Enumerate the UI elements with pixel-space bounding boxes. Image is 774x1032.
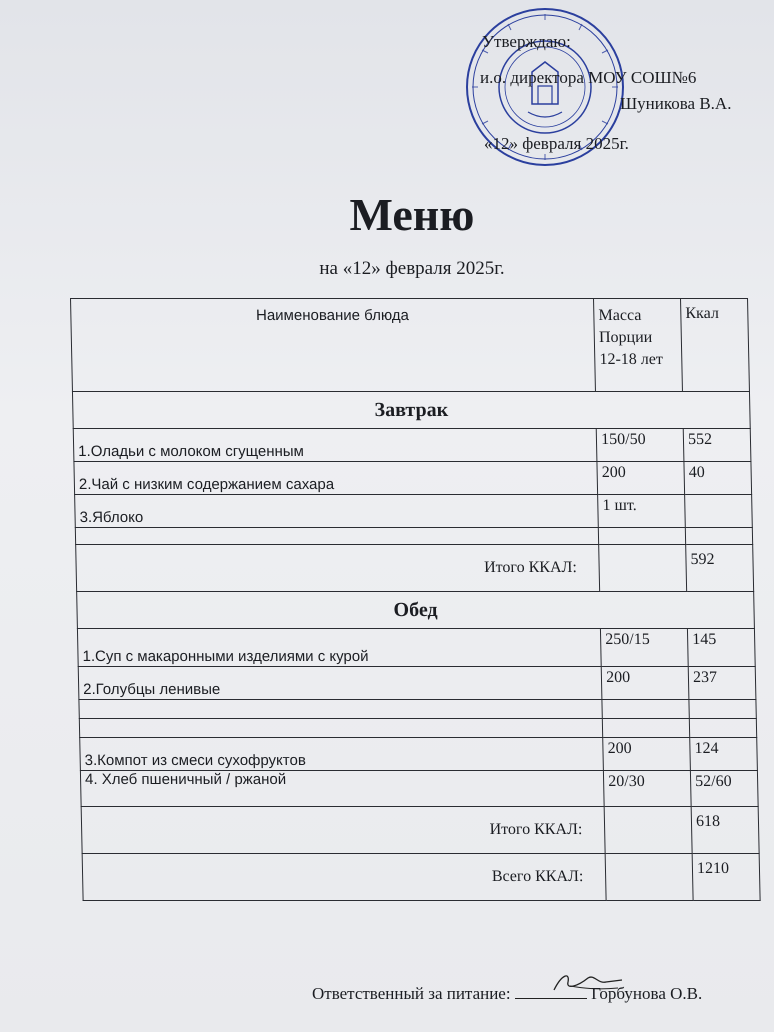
dish-name: 3.Яблоко [75,495,599,528]
table-header-row [71,299,750,392]
column-header-kcal: Ккал [681,299,750,392]
dish-mass: 1 шт. [598,495,686,528]
blank-row [79,700,756,719]
table-row [80,771,758,807]
approval-date: «12» февраля 2025г. [484,134,629,153]
dish-name: 2.Голубцы ленивые [78,667,602,700]
dish-name: 1.Суп с макаронными изделиями с курой [77,629,601,667]
menu-table [70,298,761,901]
dish-kcal [685,495,753,528]
dish-name: 4. Хлеб пшеничный / ржаной [80,771,604,807]
approval-signatory: Шуникова В.А. [620,94,732,113]
section-title-breakfast: Завтрак [72,392,750,429]
dish-mass: 200 [601,667,689,700]
total-kcal: 618 [691,807,759,854]
grand-total-mass-empty [605,854,693,901]
grand-total-kcal: 1210 [692,854,760,901]
approval-position: и.о. директора МОУ СОШ№6 [480,68,697,87]
total-label: Итого ККАЛ: [81,807,605,854]
signature-line [515,984,587,999]
approval-heading: Утверждаю: [482,32,571,51]
footer-responsible [312,984,702,1004]
dish-kcal: 145 [688,629,756,667]
total-kcal: 592 [686,545,754,592]
grand-total-label: Всего ККАЛ: [82,854,606,901]
dish-name: 2.Чай с низким содержанием сахара [74,462,598,495]
dish-kcal: 40 [684,462,752,495]
blank-row [75,528,752,545]
dish-mass: 200 [603,738,691,771]
total-row-lunch [81,807,759,854]
dish-name: 1.Оладьи с молоком сгущенным [73,429,597,462]
dish-mass: 250/15 [601,629,689,667]
page-title: Меню [349,189,475,240]
dish-mass: 150/50 [596,429,684,462]
dish-kcal: 52/60 [690,771,758,807]
blank-row [79,719,756,738]
column-header-mass: Масса Порции 12-18 лет [594,299,683,392]
page-subtitle: на «12» февраля 2025г. [319,258,505,279]
footer-label: Ответственный за питание: [312,984,511,1003]
dish-mass: 20/30 [604,771,692,807]
dish-name: 3.Компот из смеси сухофруктов [80,738,604,771]
total-mass-empty [604,807,692,854]
table-row [75,495,753,528]
table-row [73,429,751,462]
dish-mass: 200 [597,462,685,495]
table-row [80,738,758,771]
table-row [74,462,752,495]
approval-block [480,24,770,162]
total-row-breakfast [76,545,754,592]
dish-kcal: 124 [690,738,758,771]
total-label: Итого ККАЛ: [76,545,600,592]
grand-total-row [82,854,760,901]
table-row [77,629,755,667]
column-header-name: Наименование блюда [71,299,596,392]
total-mass-empty [599,545,687,592]
section-row-lunch [77,592,755,629]
table-row [78,667,756,700]
section-title-lunch: Обед [77,592,755,629]
section-row-breakfast [72,392,750,429]
dish-kcal: 552 [683,429,751,462]
dish-kcal: 237 [688,667,756,700]
footer-name: Горбунова О.В. [591,984,703,1003]
